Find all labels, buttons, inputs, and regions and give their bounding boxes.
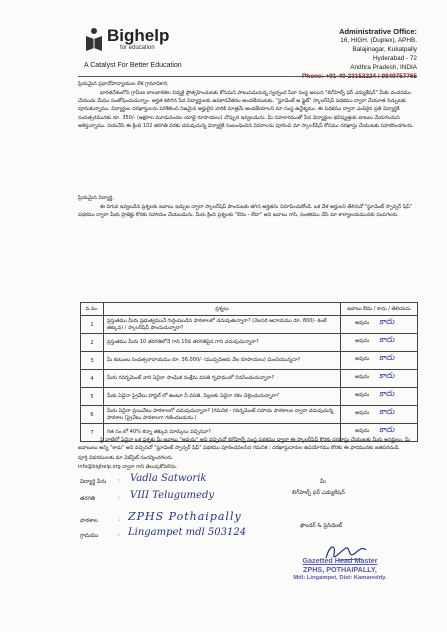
stamp-location: Mdl: Lingampet, Dist: Kamareddy. bbox=[293, 575, 387, 581]
student-name-value: Vadla Satworik bbox=[130, 473, 207, 484]
table-header-row bbox=[81, 303, 418, 316]
office-line: Hyderabad - 72 bbox=[372, 55, 417, 62]
table-row bbox=[81, 388, 418, 406]
handwritten-answer: కాదు bbox=[379, 353, 395, 362]
office-title: Administrative Office: bbox=[339, 27, 417, 36]
row-number: 2 bbox=[81, 334, 104, 352]
office-address bbox=[247, 27, 417, 81]
answer-option: అవును bbox=[355, 356, 370, 362]
row-question: మీకు ఏదైనా ప్రైవేటు హాస్టల్ లో ఉంటూ నీ వసతి, పిల్లలకు ఏదైనా రకం చెల్లించుచున్నారా? bbox=[104, 388, 341, 406]
office-line: Andhra Pradesh, INDIA bbox=[350, 64, 417, 71]
school-value: ZPHS Pothaipally bbox=[128, 510, 242, 523]
eligibility-table bbox=[80, 302, 418, 442]
table-row bbox=[81, 406, 418, 424]
email-note: info@bighelp.org ద్వారా గాని తెలుపుకోవలెను. bbox=[78, 464, 178, 470]
handwritten-answer: కాదు bbox=[379, 317, 395, 326]
row-question: మీరు గవర్నమెంట్ వారి ఏదైనా సాంఘిక సంక్షేమ వసతి గృహములో నివసించుచున్నారా? bbox=[104, 370, 341, 388]
col-header-answer: జవాబు ఔను / కాదు / తెలియదు bbox=[341, 303, 418, 316]
answer-option: అవును bbox=[355, 374, 370, 380]
head-master-stamp bbox=[280, 556, 400, 583]
row-answer bbox=[341, 334, 418, 352]
brand-subtitle: for education bbox=[120, 45, 155, 51]
stamp-title: Gazetted Head Master bbox=[302, 556, 378, 565]
colon: : bbox=[118, 495, 120, 501]
answer-option: అవును bbox=[355, 392, 370, 398]
table-row bbox=[81, 334, 418, 352]
table-row bbox=[81, 316, 418, 334]
stamp-school: ZPHS, POTHAIPALLY, bbox=[303, 565, 377, 574]
answer-option: అవును bbox=[355, 410, 370, 416]
col-header-question: ప్రశ్నలు bbox=[104, 303, 341, 316]
answer-option: అవును bbox=[355, 428, 370, 434]
student-salutation: ప్రియమైన విద్యార్థి, bbox=[78, 195, 114, 201]
row-question: ప్రస్తుతము మీరు 10 తరగతిలోనే గాని 10వ తరగతిపైన గాని చదువుచున్నారా? bbox=[104, 334, 341, 352]
colon: : bbox=[118, 532, 120, 538]
handwritten-answer: కాదు bbox=[379, 389, 395, 398]
office-line: Balajinagar, Kukatpally bbox=[352, 46, 417, 53]
handwritten-answer: కాదు bbox=[379, 335, 395, 344]
label-class: తరగతి bbox=[80, 496, 96, 502]
intro-paragraph: భారతదేశంలోని గ్రామీణ బాలబాలికల విద్యకై ప్రోత్సహించుటకు కోసమని పాటుపడుచున్న స్వచ్ఛంద సేవా సంస్థ అయిన "బిగ్‌హెల్ప్ ఫర్ ఎడ్యుకేషన్" మీకు వందనము చేయుచు మేము సంతోషించుచున్నాం. అర్హత కలిగిన పేద విద్యార్థులకు ఉపకారవేతనం అందజేయుటకు, "స్టూడెంట్ ఆ ఫ్లైట్" స్కాలర్‌షిప్ పథకము ద్వారా చేయూత నిచ్చుటకు పూనుకున్నాము. విద్యార్థుల దరఖాస్తులను పరిశీలించి నిజమైన అర్హులైన వారికి మాత్రమే అందజేయాలని మా సంస్థ ఉద్దేశ్యము. ఈ పథకము ద్వారా ఎంపికైన ప్రతి విద్యార్థికి సంవత్సరమునకు రూ. 350/- (అక్షరాల మూడువందల యాభై రూపాయలు) చొప్పున ఇవ్వబడును. మీ సహకారముతో పేద విద్యార్థుల భవిష్యత్తుకు బాటలు వేయగలమని ఆశిస్తున్నాము. దయచేసి ఈ క్రింది 102 తరగతి వరకు చదువుచున్న విద్యార్థికి సంబంధించిన వివరాలను పూరించి మా స్కాలర్‌షిప్ కోసము దరఖాస్తు చేయుటకు సహకరించగలరు. bbox=[78, 90, 414, 129]
row-number: 3 bbox=[81, 352, 104, 370]
row-question: మీ కుటుంబ సంవత్సరాదాయము రూ. 36,000/- (ముప్పదిఆరు వేల రూపాయలు) మించియున్నదా? bbox=[104, 352, 341, 370]
handwritten-answer: కాదు bbox=[379, 407, 395, 416]
bighelp-logo-icon bbox=[84, 27, 104, 53]
colon: : bbox=[118, 478, 120, 484]
tagline: A Catalyst For Better Education bbox=[84, 62, 182, 69]
handwritten-answer: కాదు bbox=[379, 425, 395, 434]
answer-option: అవును bbox=[355, 338, 370, 344]
row-answer bbox=[341, 388, 418, 406]
row-number: 4 bbox=[81, 370, 104, 388]
colon: : bbox=[118, 517, 120, 523]
header-divider bbox=[78, 76, 417, 77]
label-school: పాఠశాల bbox=[80, 518, 98, 524]
row-question: గత సం.లో 40% కన్నా తక్కువ మార్కులు వచ్చినవా? bbox=[104, 424, 341, 442]
website-note: పూర్తి వివరములకు మా వెబ్‌సైట్ సందర్శించగలరు. bbox=[78, 455, 174, 461]
row-question: మీరు ఏదైనా ప్రయివేటు పాఠశాలలో చదువుచున్నారా? (గమనిక - గవర్నమెంట్ సహాయ పాఠశాలల ద్వారా చదువుచున్న పాఠశాల (ప్రైవేటు పాఠశాలగా గణించబడును.) bbox=[104, 406, 341, 424]
organization-sign-off: బిగ్‌హెల్ప్ ఫర్ ఎడ్యుకేషన్ bbox=[292, 490, 345, 496]
class-value: VIII Telugumedy bbox=[130, 490, 214, 501]
handwritten-answer: కాదు bbox=[379, 371, 395, 380]
eligibility-note: పై వాటిలో ఏదైనా ఒక ప్రశ్నకు మీ జవాబు "అవును" అని వచ్చినచో బిగ్‌హెల్ప్ సంస్థ పథకము ద్వారా ఈ స్కాలర్‌షిప్ కొరకు దరఖాస్తు చేయుటకు మీరు అనర్హులు. మీ జవాబులు అన్ని "కాదు" అని వచ్చినచో "స్టూడెంట్ స్పాన్సర్ షిప్" పథకము పూరించవలసిన గమనిక : దరఖాస్తుదారుల ఉపయోగము కొరకు ఈ ఫారమునకు జతపరచుడి. bbox=[78, 437, 411, 452]
row-answer bbox=[341, 406, 418, 424]
answer-option: అవును bbox=[355, 320, 370, 326]
col-header-number: వ.సం. bbox=[81, 303, 104, 316]
salutation: ప్రియమైన ప్రధానోపాధ్యాయుల లేక గ్రామాధికారి, bbox=[78, 81, 169, 87]
founder-title: ఫౌండర్ & ప్రెసిడెంట్ bbox=[300, 523, 343, 529]
brand-name: Bighelp bbox=[107, 26, 170, 45]
label-village: గ్రామము bbox=[80, 533, 99, 539]
row-number: 5 bbox=[81, 388, 104, 406]
row-number: 6 bbox=[81, 406, 104, 424]
table-row bbox=[81, 352, 418, 370]
office-line: 16, HIGH. (Duplex), APHB. bbox=[340, 37, 417, 44]
village-value: Lingampet mdl 503124 bbox=[128, 527, 247, 538]
instruction-paragraph: ఈ దిగువ ఇవ్వబడిన ప్రశ్నలకు జవాబు ఇచ్చుట ద్వారా స్కాలర్‌షిప్ పొందుటకు తగిన అర్హతను నిరూపించుకోండి. ఒక వేళ అర్హులని తేలినచో "స్టూడెంట్ స్పాన్సర్ షిప్" పథకము ద్వారా మీకు ప్రాజెక్టు కొరకు సహాయం చేయబడును. మీరు క్రింది ప్రశ్నలకు "ఔను - లేదా" అని జవాబు రాసి, సంతకము చేసి మా కార్యాలయమునకు పంపగలరు. bbox=[78, 204, 413, 219]
table-row bbox=[81, 370, 418, 388]
closing-line: మీ bbox=[320, 479, 326, 485]
row-answer bbox=[341, 352, 418, 370]
row-answer bbox=[341, 316, 418, 334]
row-number: 7 bbox=[81, 424, 104, 442]
label-student-name: విద్యార్థి పేరు bbox=[80, 479, 107, 485]
row-answer bbox=[341, 370, 418, 388]
row-number: 1 bbox=[81, 316, 104, 334]
row-question: ప్రస్తుతము మీరు ప్రభుత్వముచే గుర్తింపబడిన పాఠశాలలో చదువుతున్నారా? (నెలసరి ఆదాయము రూ. 800/- కంటే తక్కువ) / స్కాలర్‌షిప్ పొందుచున్నారా? bbox=[104, 316, 341, 334]
